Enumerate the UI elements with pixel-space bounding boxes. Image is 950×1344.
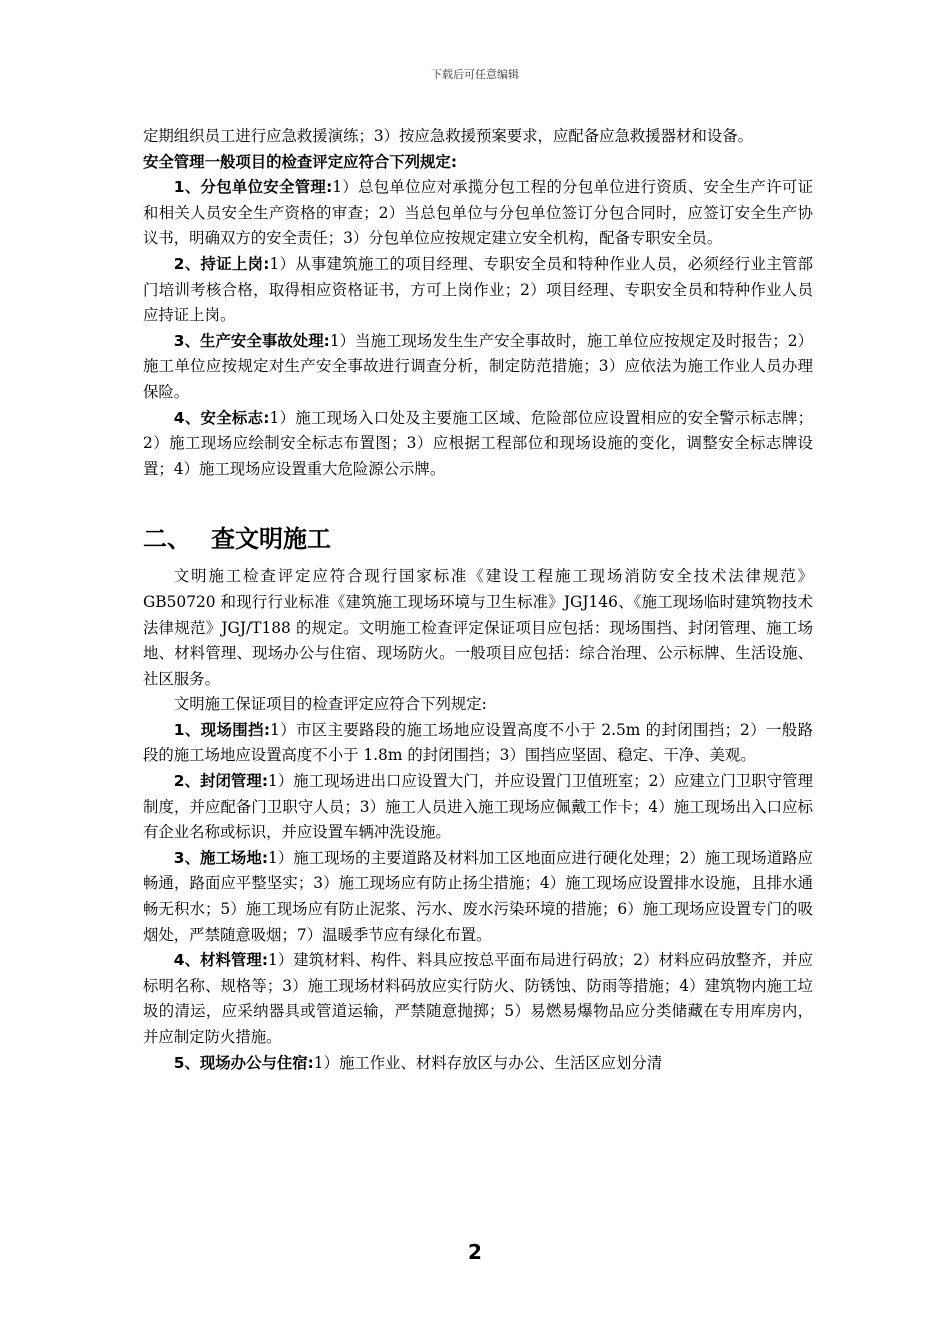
- item-label: 3、生产安全事故处理:: [173, 331, 330, 350]
- section-title: 查文明施工: [211, 525, 331, 554]
- item-text: 1）从事建筑施工的项目经理、专职安全员和特种作业人员，必须经行业主管部门培训考核合格，取得相应资格证书，方可上岗作业；2）项目经理、专职安全员和特种作业人员应持证上岗。: [143, 254, 813, 325]
- intro-paragraph: 文明施工检查评定应符合现行国家标准《建设工程施工现场消防安全技术法律规范》GB50720 和现行行业标准《建筑施工现场环境与卫生标准》JGJ146、《施工现场临时建筑物技术法律规范》JGJ/T188 的规定。文明施工检查评定保证项目应包括：现场围挡、封闭管理、施工场地、材料管理、现场办公与住宿、现场防火。一般项目应包括：综合治理、公示标牌、生活设施、社区服务。: [143, 567, 813, 688]
- item-text: 1）施工现场入口处及主要施工区域、危险部位应设置相应的安全警示标志牌；2）施工现场应绘制安全标志布置图；3）应根据工程部位和现场设施的变化，调整安全标志牌设置；4）施工现场应设置重大危险源公示牌。: [143, 408, 813, 478]
- section-number: 二、: [143, 525, 191, 554]
- item-text: 1）市区主要路段的施工场地应设置高度不小于 2.5m 的封闭围挡；2）一般路段的施工场地应设置高度不小于 1.8m 的封闭围挡；3）围挡应坚固、稳定、干净、美观。: [143, 720, 813, 765]
- general-items-heading: 安全管理一般项目的检查评定应符合下列规定:: [143, 152, 457, 171]
- guarantee-item: [143, 846, 813, 948]
- item-text: 1）总包单位应对承揽分包工程的分包单位进行资质、安全生产许可证和相关人员安全生产资格的审查；2）当总包单位与分包单位签订分包合同时，应签订安全生产协议书，明确双方的安全责任；3）分包单位应按规定建立安全机构，配备专职安全员。: [143, 178, 813, 248]
- paragraph-top: 定期组织员工进行应急救援演练；3）按应急救援预案要求，应配备应急救援器材和设备。: [143, 127, 754, 145]
- item-text: 1）施工作业、材料存放区与办公、生活区应划分清: [313, 1053, 663, 1072]
- general-item: [143, 252, 813, 329]
- document-body: [143, 124, 813, 1076]
- item-text: 1）施工现场进出口应设置大门，并应设置门卫值班室；2）应建立门卫职守管理制度，并应配备门卫职守人员；3）施工人员进入施工现场应佩戴工作卡；4）施工现场出入口应标有企业名称或标识，并应设置车辆冲洗设施。: [143, 772, 813, 842]
- item-text: 1）施工现场的主要道路及材料加工区地面应进行硬化处理；2）施工现场道路应畅通，路面应平整坚实；3）施工现场应有防止扬尘措施；4）施工现场应设置排水设施，且排水通畅无积水；5）施工现场应有防止泥浆、污水、废水污染环境的措施；6）施工现场应设置专门的吸烟处，严禁随意吸烟；7）温暖季节应有绿化布置。: [143, 848, 813, 944]
- guarantee-item: [143, 769, 813, 846]
- guarantee-items-heading: 文明施工保证项目的检查评定应符合下列规定:: [173, 695, 487, 714]
- general-item: [143, 329, 813, 406]
- item-label: 1、现场围挡:: [173, 720, 271, 739]
- general-item: [143, 406, 813, 483]
- general-item: [143, 175, 813, 252]
- item-label: 5、现场办公与住宿:: [173, 1053, 314, 1072]
- item-text: 1）建筑材料、构件、料具应按总平面布局进行码放；2）材料应码放整齐，并应标明名称、规格等；3）施工现场材料码放应实行防火、防锈蚀、防雨等措施；4）建筑物内施工垃圾的清运，应采纳器具或管道运输，严禁随意抛掷；5）易燃易爆物品应分类储藏在专用库房内，并应制定防火措施。: [143, 951, 813, 1046]
- item-text: 1）当施工现场发生生产安全事故时，施工单位应按规定及时报告；2）施工单位应按规定对生产安全事故进行调查分析，制定防范措施；3）应依法为施工作业人员办理保险。: [143, 331, 813, 401]
- item-label: 2、封闭管理:: [173, 772, 268, 791]
- item-label: 4、安全标志:: [173, 408, 270, 427]
- page-number: 2: [468, 1240, 482, 1264]
- item-label: 1、分包单位安全管理:: [173, 178, 333, 197]
- guarantee-item: [143, 718, 813, 769]
- guarantee-item: [143, 1051, 813, 1077]
- item-label: 3、施工场地:: [173, 848, 268, 867]
- section-heading: [143, 522, 813, 556]
- guarantee-item: [143, 948, 813, 1050]
- page-header: 下载后可任意编辑: [431, 68, 519, 81]
- item-label: 2、持证上岗:: [173, 254, 270, 273]
- item-label: 4、材料管理:: [173, 951, 268, 970]
